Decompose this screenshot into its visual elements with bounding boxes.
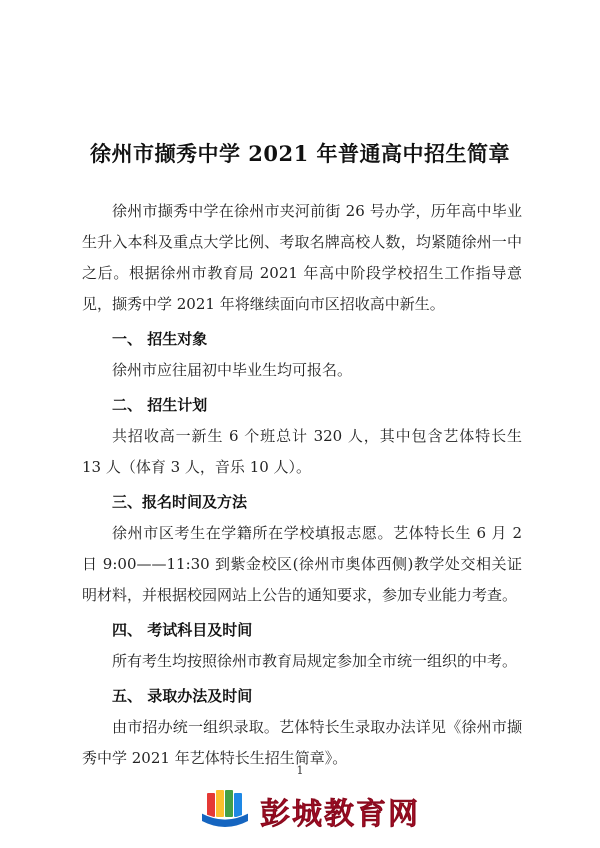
section-heading-1: 一、 招生对象: [112, 330, 208, 348]
section-heading-5: 五、 录取办法及时间: [112, 687, 253, 705]
site-watermark: [200, 786, 420, 836]
section-text-4: 所有考生均按照徐州市教育局规定参加全市统一组织的中考。: [112, 652, 518, 670]
section-heading-3: 三、报名时间及方法: [112, 493, 248, 511]
intro-paragraph: 徐州市撷秀中学在徐州市夹河前街 26 号办学，历年高中毕业生升入本科及重点大学比例、考取名牌高校人数，均紧随徐州一中之后。根据徐州市教育局 2021 年高中阶段学校招生工作指导意见，撷秀中学 2021 年将继续面向市区招收高中新生。: [82, 202, 522, 313]
section-text-1: 徐州市应往届初中毕业生均可报名。: [112, 361, 353, 379]
section-heading-4: 四、 考试科目及时间: [112, 621, 253, 639]
document-body: [82, 196, 522, 774]
watermark-text: 彭城教育网: [260, 797, 420, 832]
document-title: 徐州市撷秀中学 2021 年普通高中招生简章: [89, 141, 511, 166]
open-book-logo-icon: [200, 789, 250, 833]
page-number: 1: [296, 764, 304, 777]
section-text-5: 由市招办统一组织录取。艺体特长生录取办法详见《徐州市撷秀中学 2021 年艺体特长生招生简章》。: [82, 718, 522, 767]
section-text-3: 徐州市区考生在学籍所在学校填报志愿。艺体特长生 6 月 2 日 9:00——11:30 到紫金校区(徐州市奥体西侧)教学处交相关证明材料，并根据校园网站上公告的通知要求，参加专业能力考查。: [82, 524, 522, 604]
section-heading-2: 二、 招生计划: [112, 396, 208, 414]
section-text-2: 共招收高一新生 6 个班总计 320 人，其中包含艺体特长生 13 人（体育 3 人，音乐 10 人）。: [82, 427, 522, 476]
